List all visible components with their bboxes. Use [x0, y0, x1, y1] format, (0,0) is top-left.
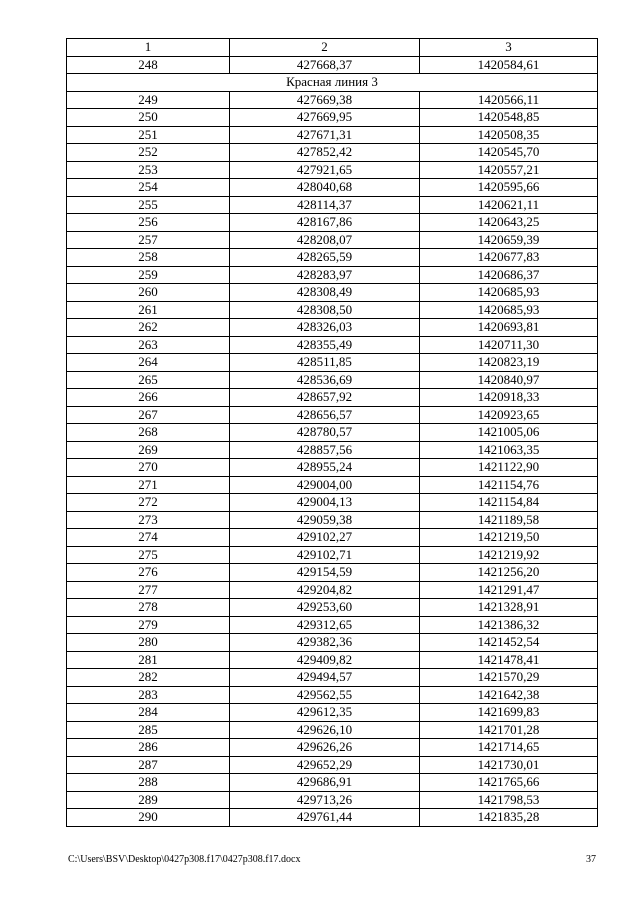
table-row	[67, 231, 598, 249]
point-number-cell: 263	[67, 336, 230, 354]
y-coordinate-cell: 1421478,41	[420, 651, 598, 669]
table-row	[67, 546, 598, 564]
x-coordinate-cell: 428536,69	[230, 371, 420, 389]
table-row	[67, 669, 598, 687]
point-number-cell: 254	[67, 179, 230, 197]
table-row	[67, 634, 598, 652]
table-row	[67, 686, 598, 704]
y-coordinate-cell: 1420584,61	[420, 56, 598, 74]
y-coordinate-cell: 1421730,01	[420, 756, 598, 774]
table-row	[67, 179, 598, 197]
x-coordinate-cell: 429004,13	[230, 494, 420, 512]
table-row	[67, 564, 598, 582]
page-number: 37	[586, 854, 596, 865]
y-coordinate-cell: 1420686,37	[420, 266, 598, 284]
table-row	[67, 599, 598, 617]
point-number-cell: 284	[67, 704, 230, 722]
x-coordinate-cell: 428656,57	[230, 406, 420, 424]
y-coordinate-cell: 1421154,76	[420, 476, 598, 494]
point-number-cell: 285	[67, 721, 230, 739]
table-row	[67, 494, 598, 512]
x-coordinate-cell: 429612,35	[230, 704, 420, 722]
point-number-cell: 266	[67, 389, 230, 407]
footer-file-path: C:\Users\BSV\Desktop\0427p308.f17\0427p308.f17.docx	[68, 854, 301, 865]
point-number-cell: 258	[67, 249, 230, 267]
x-coordinate-cell: 429312,65	[230, 616, 420, 634]
coordinates-table-body	[67, 39, 598, 827]
table-row	[67, 721, 598, 739]
point-number-cell: 249	[67, 91, 230, 109]
column-number-header: 2	[230, 39, 420, 57]
table-row	[67, 774, 598, 792]
table-row	[67, 424, 598, 442]
x-coordinate-cell: 429761,44	[230, 809, 420, 827]
y-coordinate-cell: 1420685,93	[420, 301, 598, 319]
x-coordinate-cell: 427668,37	[230, 56, 420, 74]
column-number-header: 1	[67, 39, 230, 57]
table-row	[67, 196, 598, 214]
table-row	[67, 809, 598, 827]
x-coordinate-cell: 427669,38	[230, 91, 420, 109]
x-coordinate-cell: 429626,10	[230, 721, 420, 739]
point-number-cell: 273	[67, 511, 230, 529]
table-row	[67, 511, 598, 529]
x-coordinate-cell: 428208,07	[230, 231, 420, 249]
table-row	[67, 109, 598, 127]
y-coordinate-cell: 1421219,92	[420, 546, 598, 564]
y-coordinate-cell: 1420557,21	[420, 161, 598, 179]
x-coordinate-cell: 428040,68	[230, 179, 420, 197]
x-coordinate-cell: 427852,42	[230, 144, 420, 162]
y-coordinate-cell: 1421122,90	[420, 459, 598, 477]
table-row	[67, 441, 598, 459]
y-coordinate-cell: 1420823,19	[420, 354, 598, 372]
y-coordinate-cell: 1420595,66	[420, 179, 598, 197]
point-number-cell: 259	[67, 266, 230, 284]
point-number-cell: 277	[67, 581, 230, 599]
table-row	[67, 476, 598, 494]
table-row	[67, 791, 598, 809]
y-coordinate-cell: 1421835,28	[420, 809, 598, 827]
table-row	[67, 266, 598, 284]
x-coordinate-cell: 429102,71	[230, 546, 420, 564]
y-coordinate-cell: 1421699,83	[420, 704, 598, 722]
point-number-cell: 268	[67, 424, 230, 442]
table-row	[67, 301, 598, 319]
y-coordinate-cell: 1421005,06	[420, 424, 598, 442]
point-number-cell: 264	[67, 354, 230, 372]
x-coordinate-cell: 429494,57	[230, 669, 420, 687]
table-row	[67, 581, 598, 599]
table-row	[67, 651, 598, 669]
x-coordinate-cell: 428857,56	[230, 441, 420, 459]
y-coordinate-cell: 1421386,32	[420, 616, 598, 634]
x-coordinate-cell: 428308,49	[230, 284, 420, 302]
point-number-cell: 286	[67, 739, 230, 757]
x-coordinate-cell: 429004,00	[230, 476, 420, 494]
y-coordinate-cell: 1420918,33	[420, 389, 598, 407]
point-number-cell: 270	[67, 459, 230, 477]
y-coordinate-cell: 1421256,20	[420, 564, 598, 582]
y-coordinate-cell: 1420685,93	[420, 284, 598, 302]
y-coordinate-cell: 1421798,53	[420, 791, 598, 809]
x-coordinate-cell: 427669,95	[230, 109, 420, 127]
y-coordinate-cell: 1420840,97	[420, 371, 598, 389]
x-coordinate-cell: 427671,31	[230, 126, 420, 144]
y-coordinate-cell: 1420621,11	[420, 196, 598, 214]
x-coordinate-cell: 428955,24	[230, 459, 420, 477]
table-header-row	[67, 39, 598, 57]
table-row	[67, 739, 598, 757]
x-coordinate-cell: 429102,27	[230, 529, 420, 547]
point-number-cell: 256	[67, 214, 230, 232]
point-number-cell: 265	[67, 371, 230, 389]
table-row	[67, 249, 598, 267]
point-number-cell: 289	[67, 791, 230, 809]
x-coordinate-cell: 429204,82	[230, 581, 420, 599]
point-number-cell: 276	[67, 564, 230, 582]
point-number-cell: 288	[67, 774, 230, 792]
point-number-cell: 251	[67, 126, 230, 144]
table-row	[67, 756, 598, 774]
x-coordinate-cell: 428355,49	[230, 336, 420, 354]
y-coordinate-cell: 1420677,83	[420, 249, 598, 267]
y-coordinate-cell: 1421765,66	[420, 774, 598, 792]
table-row	[67, 126, 598, 144]
x-coordinate-cell: 429686,91	[230, 774, 420, 792]
y-coordinate-cell: 1421714,65	[420, 739, 598, 757]
x-coordinate-cell: 429382,36	[230, 634, 420, 652]
table-row	[67, 319, 598, 337]
y-coordinate-cell: 1421452,54	[420, 634, 598, 652]
table-row	[67, 91, 598, 109]
y-coordinate-cell: 1421291,47	[420, 581, 598, 599]
table-row	[67, 704, 598, 722]
y-coordinate-cell: 1421154,84	[420, 494, 598, 512]
table-row	[67, 616, 598, 634]
y-coordinate-cell: 1420548,85	[420, 109, 598, 127]
y-coordinate-cell: 1421063,35	[420, 441, 598, 459]
point-number-cell: 281	[67, 651, 230, 669]
point-number-cell: 282	[67, 669, 230, 687]
x-coordinate-cell: 429253,60	[230, 599, 420, 617]
table-row	[67, 144, 598, 162]
table-row	[67, 389, 598, 407]
point-number-cell: 267	[67, 406, 230, 424]
x-coordinate-cell: 429713,26	[230, 791, 420, 809]
point-number-cell: 262	[67, 319, 230, 337]
x-coordinate-cell: 428283,97	[230, 266, 420, 284]
y-coordinate-cell: 1421570,29	[420, 669, 598, 687]
x-coordinate-cell: 429059,38	[230, 511, 420, 529]
point-number-cell: 250	[67, 109, 230, 127]
x-coordinate-cell: 429154,59	[230, 564, 420, 582]
x-coordinate-cell: 428326,03	[230, 319, 420, 337]
x-coordinate-cell: 429409,82	[230, 651, 420, 669]
point-number-cell: 287	[67, 756, 230, 774]
point-number-cell: 278	[67, 599, 230, 617]
point-number-cell: 271	[67, 476, 230, 494]
table-row	[67, 371, 598, 389]
x-coordinate-cell: 428308,50	[230, 301, 420, 319]
y-coordinate-cell: 1420923,65	[420, 406, 598, 424]
point-number-cell: 252	[67, 144, 230, 162]
x-coordinate-cell: 428657,92	[230, 389, 420, 407]
y-coordinate-cell: 1420508,35	[420, 126, 598, 144]
table-row	[67, 354, 598, 372]
table-row	[67, 336, 598, 354]
point-number-cell: 280	[67, 634, 230, 652]
table-row	[67, 214, 598, 232]
column-number-header: 3	[420, 39, 598, 57]
y-coordinate-cell: 1421642,38	[420, 686, 598, 704]
x-coordinate-cell: 429562,55	[230, 686, 420, 704]
x-coordinate-cell: 428780,57	[230, 424, 420, 442]
point-number-cell: 248	[67, 56, 230, 74]
x-coordinate-cell: 427921,65	[230, 161, 420, 179]
section-title: Красная линия 3	[67, 74, 598, 92]
section-title-row	[67, 74, 598, 92]
table-row	[67, 406, 598, 424]
point-number-cell: 275	[67, 546, 230, 564]
table-row	[67, 459, 598, 477]
x-coordinate-cell: 428114,37	[230, 196, 420, 214]
y-coordinate-cell: 1420659,39	[420, 231, 598, 249]
point-number-cell: 274	[67, 529, 230, 547]
y-coordinate-cell: 1420545,70	[420, 144, 598, 162]
point-number-cell: 283	[67, 686, 230, 704]
y-coordinate-cell: 1420711,30	[420, 336, 598, 354]
point-number-cell: 257	[67, 231, 230, 249]
x-coordinate-cell: 428511,85	[230, 354, 420, 372]
table-row	[67, 529, 598, 547]
y-coordinate-cell: 1420693,81	[420, 319, 598, 337]
point-number-cell: 290	[67, 809, 230, 827]
x-coordinate-cell: 428167,86	[230, 214, 420, 232]
y-coordinate-cell: 1421219,50	[420, 529, 598, 547]
coordinates-table	[66, 38, 598, 827]
point-number-cell: 261	[67, 301, 230, 319]
y-coordinate-cell: 1420566,11	[420, 91, 598, 109]
x-coordinate-cell: 428265,59	[230, 249, 420, 267]
y-coordinate-cell: 1421701,28	[420, 721, 598, 739]
y-coordinate-cell: 1421189,58	[420, 511, 598, 529]
point-number-cell: 260	[67, 284, 230, 302]
point-number-cell: 279	[67, 616, 230, 634]
x-coordinate-cell: 429626,26	[230, 739, 420, 757]
x-coordinate-cell: 429652,29	[230, 756, 420, 774]
point-number-cell: 253	[67, 161, 230, 179]
table-row	[67, 161, 598, 179]
point-number-cell: 272	[67, 494, 230, 512]
table-row	[67, 56, 598, 74]
y-coordinate-cell: 1420643,25	[420, 214, 598, 232]
table-row	[67, 284, 598, 302]
point-number-cell: 269	[67, 441, 230, 459]
point-number-cell: 255	[67, 196, 230, 214]
y-coordinate-cell: 1421328,91	[420, 599, 598, 617]
